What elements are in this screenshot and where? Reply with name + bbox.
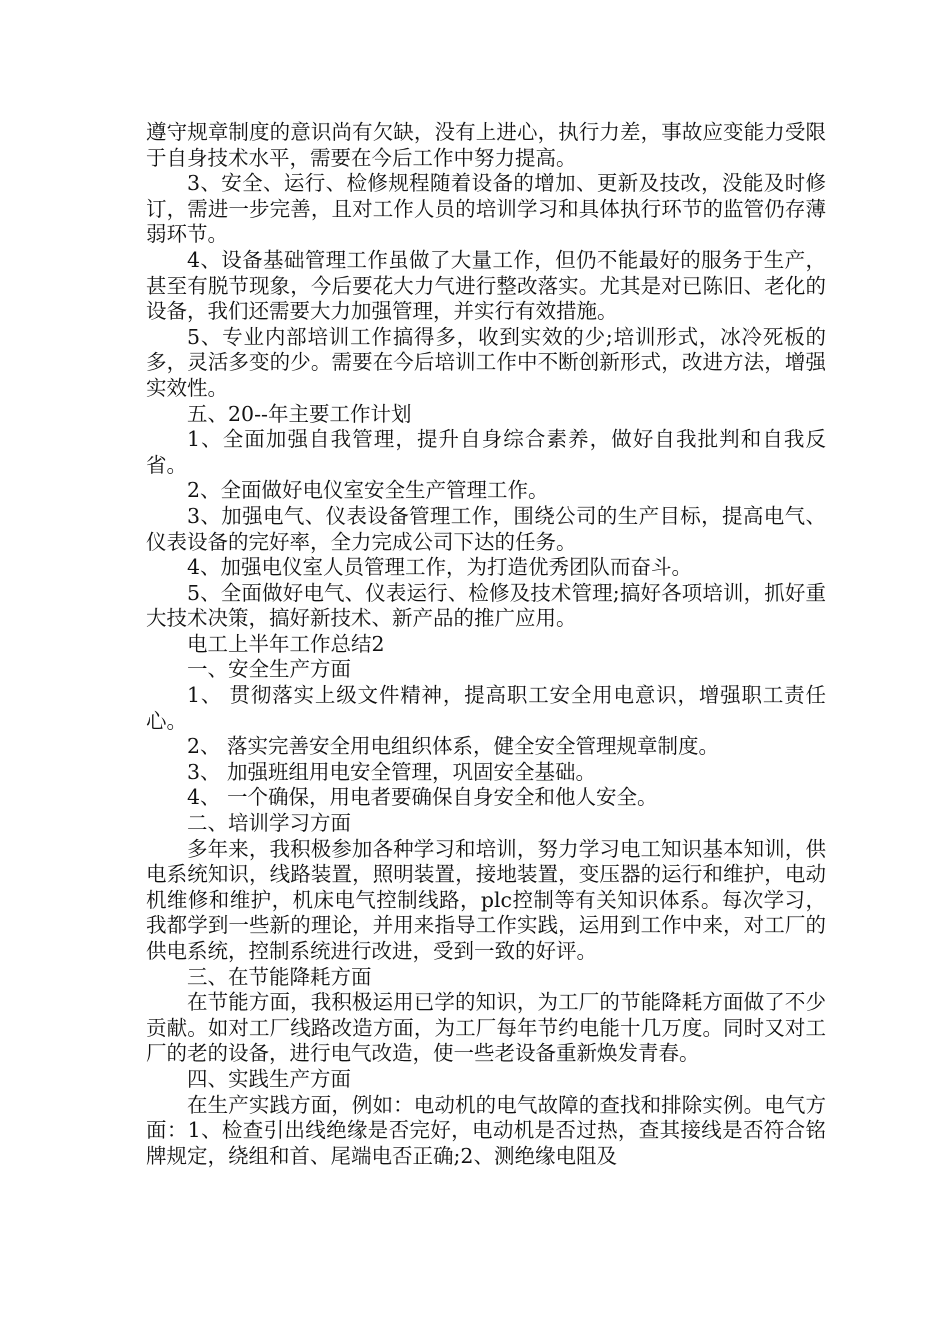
list-item-3: 3、安全、运行、检修规程随着设备的增加、更新及技改，没能及时修订，需进一步完善，且对工作人员的培训学习和具体执行环节的监管仍存薄弱环节。 [146, 171, 826, 247]
plan-item-3: 3、加强电气、仪表设备管理工作，围绕公司的生产目标，提高电气、仪表设备的完好率，全力完成公司下达的任务。 [146, 503, 826, 554]
training-paragraph: 多年来，我积极参加各种学习和培训，努力学习电工知识基本知训，供电系统知识，线路装置，照明装置，接地装置，变压器的运行和维护，电动机维修和维护，机床电气控制线路，plc控制等有关知识体系。每次学习，我都学到一些新的理论，并用来指导工作实践，运用到工作中来，对工厂的供电系统，控制系统进行改进，受到一致的好评。 [146, 836, 826, 963]
section-heading-plan: 五、20--年主要工作计划 [187, 401, 412, 426]
safety-item-2: 2、 落实完善安全用电组织体系，健全安全管理规章制度。 [187, 734, 720, 759]
document-body [146, 120, 826, 1169]
practice-paragraph: 在生产实践方面，例如：电动机的电气故障的查找和排除实例。电气方面：1、检查引出线绝缘是否完好，电动机是否过热，查其接线是否符合铭牌规定，绕组和首、尾端电否正确;2、测绝缘电阻及 [146, 1092, 826, 1168]
plan-item-4: 4、加强电仪室人员管理工作，为打造优秀团队而奋斗。 [187, 555, 693, 580]
plan-item-2: 2、全面做好电仪室安全生产管理工作。 [187, 478, 549, 503]
list-item-4: 4、设备基础管理工作虽做了大量工作，但仍不能最好的服务于生产，甚至有脱节现象，今后要花大力气进行整改落实。尤其是对已陈旧、老化的设备，我们还需要大力加强管理，并实行有效措施。 [146, 247, 826, 324]
section-heading-safety: 一、安全生产方面 [187, 657, 351, 682]
energy-paragraph: 在节能方面，我积极运用已学的知识，为工厂的节能降耗方面做了不少贡献。如对工厂线路改造方面，为工厂每年节约电能十几万度。同时又对工厂的老的设备，进行电气改造，使一些老设备重新焕发青春。 [146, 990, 826, 1066]
safety-item-1: 1、 贯彻落实上级文件精神，提高职工安全用电意识，增强职工责任心。 [146, 683, 826, 733]
list-item-5: 5、专业内部培训工作搞得多，收到实效的少;培训形式，冰冷死板的多，灵活多变的少。需要在今后培训工作中不断创新形式，改进方法，增强实效性。 [146, 324, 826, 400]
plan-item-5: 5、全面做好电气、仪表运行、检修及技术管理;搞好各项培训，抓好重大技术决策，搞好新技术、新产品的推广应用。 [146, 580, 826, 631]
paragraph-continuation: 遵守规章制度的意识尚有欠缺，没有上进心，执行力差，事故应变能力受限于自身技术水平，需要在今后工作中努力提高。 [146, 120, 826, 170]
section-heading-practice: 四、实践生产方面 [187, 1066, 351, 1091]
section-heading-training: 二、培训学习方面 [187, 811, 351, 836]
document-title-2: 电工上半年工作总结2 [187, 631, 385, 656]
safety-item-3: 3、 加强班组用电安全管理，巩固安全基础。 [187, 759, 597, 784]
section-heading-energy: 三、在节能降耗方面 [187, 964, 372, 989]
safety-item-4: 4、 一个确保，用电者要确保自身安全和他人安全。 [187, 785, 658, 810]
plan-item-1: 1、全面加强自我管理，提升自身综合素养，做好自我批判和自我反省。 [146, 427, 826, 477]
